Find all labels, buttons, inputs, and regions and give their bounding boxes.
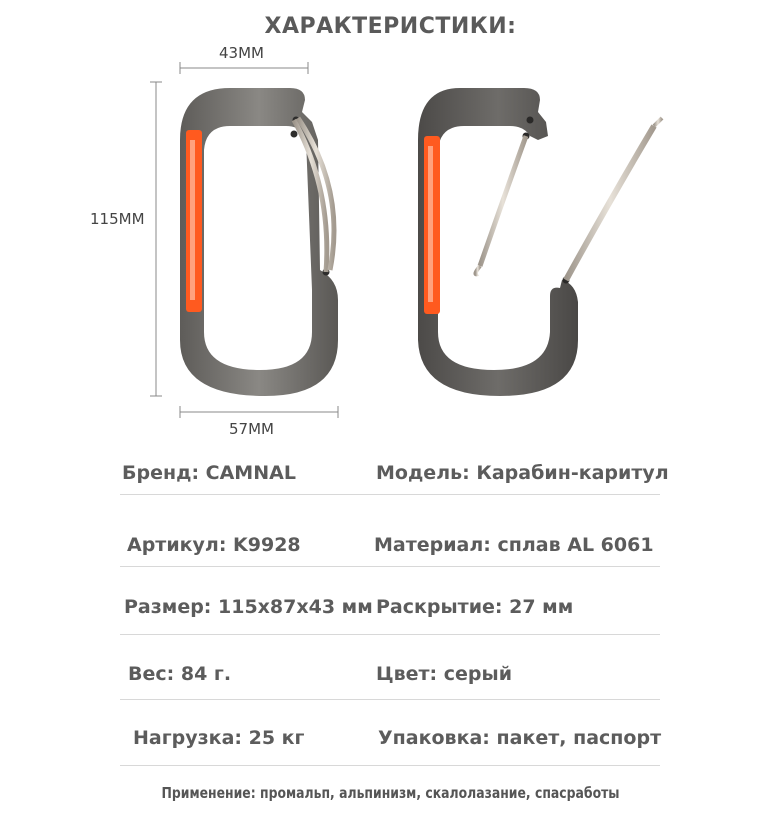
usage-text: Применение: промальп, альпинизм, скалолазание, спасработы [161, 784, 620, 802]
spec-article: Артикул: K9928 [127, 534, 301, 556]
page-title: ХАРАКТЕРИСТИКИ: [264, 14, 517, 39]
divider [120, 765, 660, 766]
spec-color: Цвет: серый [376, 663, 513, 685]
divider [120, 634, 660, 635]
divider [120, 494, 660, 495]
spec-size: Размер: 115x87x43 мм [124, 596, 373, 618]
spec-material: Материал: сплав AL 6061 [374, 534, 654, 556]
divider [120, 699, 660, 700]
spec-package: Упаковка: пакет, паспорт [378, 727, 662, 749]
carabiner-closed-image [180, 88, 338, 396]
spec-model: Модель: Карабин-каритул [376, 462, 669, 484]
dimension-bottom-label: 57MM [229, 420, 274, 438]
carabiner-open-image [418, 88, 662, 396]
carabiner-figure [80, 40, 700, 440]
dimension-top-label: 43MM [219, 44, 264, 62]
divider [120, 566, 660, 567]
spec-brand: Бренд: CAMNAL [122, 462, 296, 484]
dimension-height-label: 115MM [90, 210, 145, 228]
spec-opening: Раскрытие: 27 мм [376, 596, 574, 618]
spec-weight: Вес: 84 г. [128, 663, 232, 685]
spec-load: Нагрузка: 25 кг [133, 727, 305, 749]
